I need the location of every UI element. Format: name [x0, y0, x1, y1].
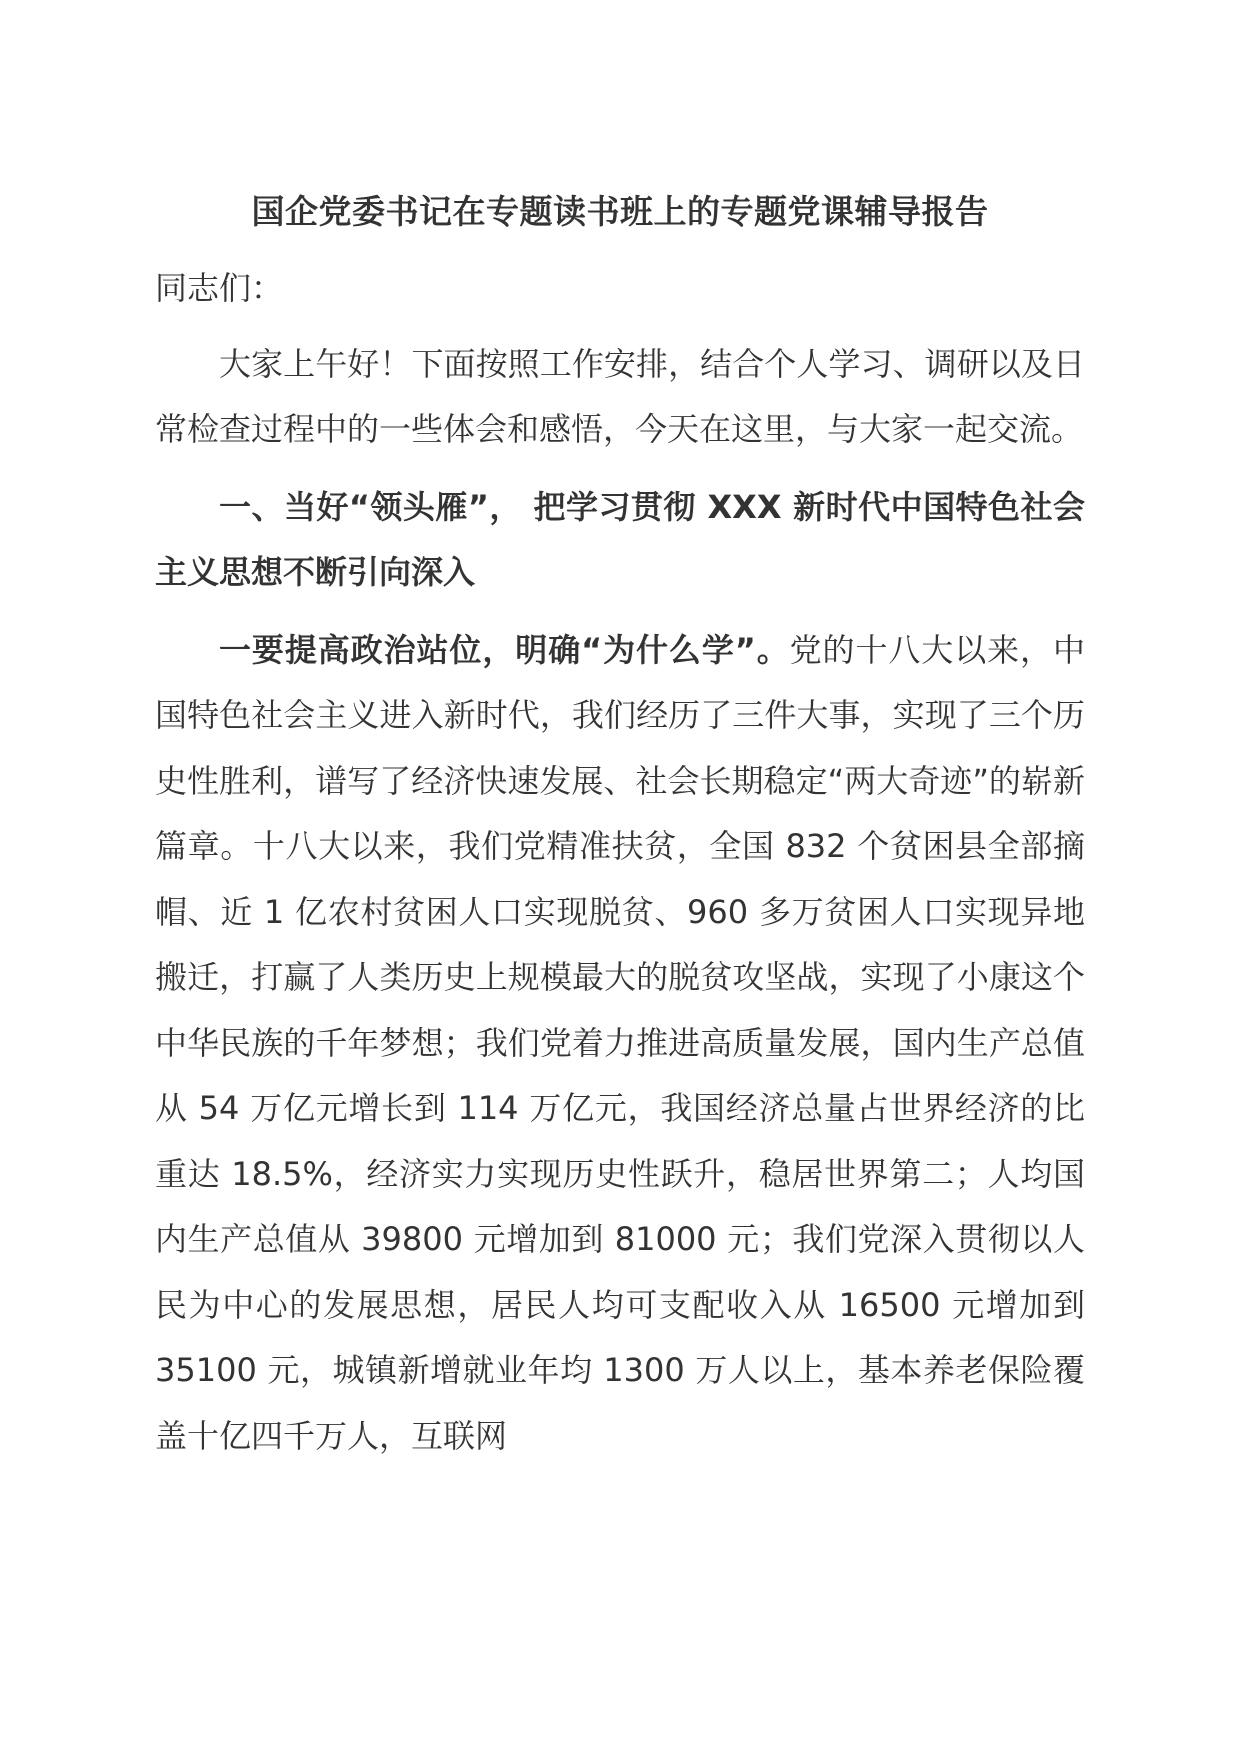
- section-heading: 一、当好“领头雁”， 把学习贯彻 XXX 新时代中国特色社会主义思想不断引向深入: [155, 487, 1085, 591]
- paragraph-body: 党的十八大以来，中国特色社会主义进入新时代，我们经历了三件大事，实现了三个历史性胜利，谱写了经济快速发展、社会长期稳定“两大奇迹”的崭新篇章。十八大以来，我们党精准扶贫，全国 832 个贫困县全部摘帽、近 1 亿农村贫困人口实现脱贫、960 多万贫困人口实现异地搬迁，打赢了人类历史上规模最大的脱贫攻坚战，实现了小康这个中华民族的千年梦想；我们党着力推进高质量发展，国内生产总值从 54 万亿元增长到 114 万亿元，我国经济总量占世界经济的比重达 18.5%，经济实力实现历史性跃升，稳居世界第二；人均国内生产总值从 39800 元增加到 81000 元；我们党深入贯彻以人民为中心的发展思想，居民人均可支配收入从 16500 元增加到 35100 元，城镇新增就业年均 1300 万人以上，基本养老保险覆盖十亿四千万人，互联网: [155, 630, 1085, 1455]
- intro-paragraph: 大家上午好！下面按照工作安排，结合个人学习、调研以及日常检查过程中的一些体会和感悟，今天在这里，与大家一起交流。: [155, 344, 1085, 448]
- document-page: [155, 190, 1085, 1469]
- document-title: 国企党委书记在专题读书班上的专题党课辅导报告: [251, 192, 989, 231]
- paragraph-lead: 一要提高政治站位，明确“为什么学”。: [219, 630, 790, 669]
- salutation: 同志们：: [155, 269, 284, 307]
- body-paragraph: [155, 618, 1085, 1470]
